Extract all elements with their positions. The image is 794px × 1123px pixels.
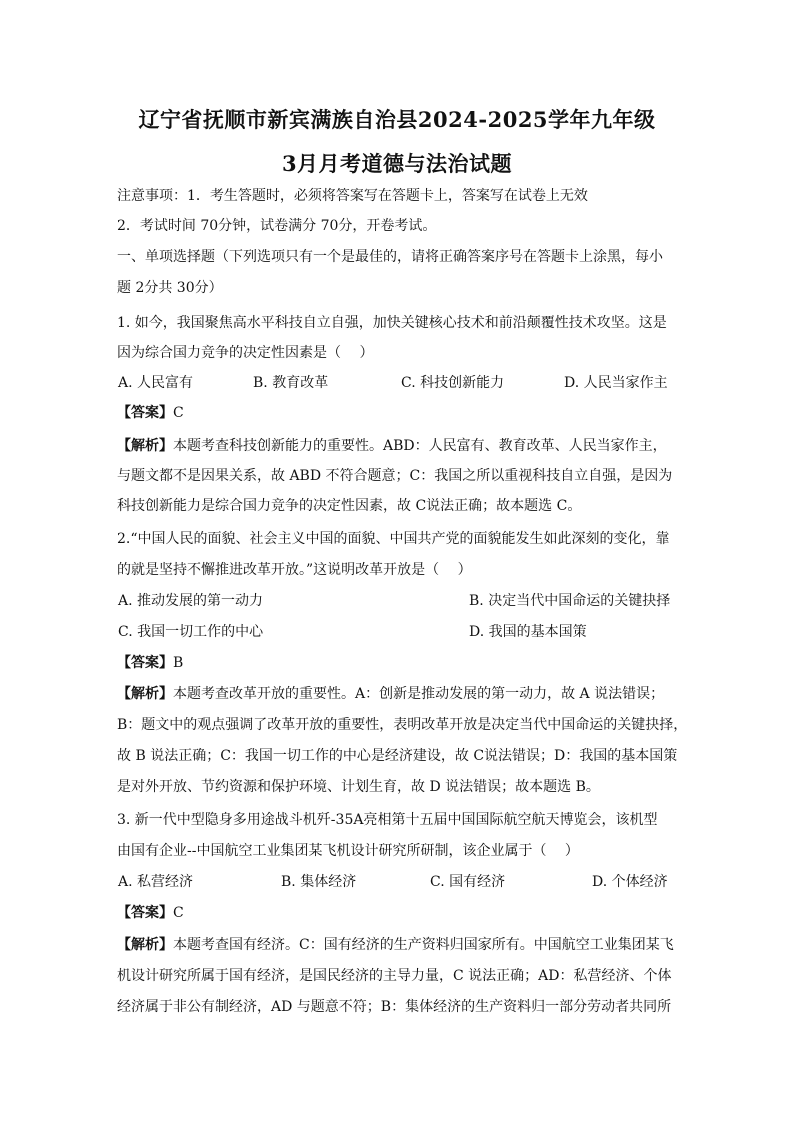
q1-option-a: A. 人民富有	[118, 375, 194, 391]
q3-answer-value: C	[173, 905, 184, 921]
q3-stem-line-2: 由国有企业--中国航空工业集团某飞机设计研究所研制，该企业属于（ ）	[117, 843, 579, 859]
notes-line-2: 2．考试时间 70分钟，试卷满分 70分，开卷考试。	[117, 218, 437, 234]
q1-answer-label: 【答案】	[117, 405, 173, 421]
q3-analysis-line-2: 机设计研究所属于国有经济，是国民经济的主导力量，C 说法正确；AD：私营经济、个体	[117, 968, 672, 984]
q2-stem-line-1: 2.“中国人民的面貌、社会主义中国的面貌、中国共产党的面貌能发生如此深刻的变化，靠	[117, 531, 670, 547]
q1-analysis-line-1	[117, 436, 667, 456]
q3-stem-line-1: 3. 新一代中型隐身多用途战斗机歼-35A亮相第十五届中国国际航空航天博览会，该机型	[117, 812, 658, 828]
q3-option-a: A. 私营经济	[118, 874, 194, 890]
q3-answer	[117, 903, 184, 923]
page-title-line1: 辽宁省抚顺市新宾满族自治县2024-2025学年九年级	[138, 107, 656, 132]
q3-analysis-text-1: 本题考查国有经济。C：国有经济的生产资料归国家所有。中国航空工业集团某飞	[173, 937, 674, 953]
q3-analysis-line-1	[117, 935, 674, 955]
q2-analysis-line-2: B：题文中的观点强调了改革开放的重要性，表明改革开放是决定当代中国命运的关键抉择，	[117, 717, 688, 733]
q2-answer-value: B	[173, 655, 184, 671]
q2-analysis-line-1	[117, 684, 664, 704]
q3-option-b: B. 集体经济	[281, 874, 357, 890]
q1-option-b: B. 教育改革	[253, 375, 329, 391]
q1-option-d: D. 人民当家作主	[564, 375, 668, 391]
q2-analysis-line-3: 故 B 说法正确；C：我国一切工作的中心是经济建设，故 C说法错误；D：我国的基本国策	[117, 748, 678, 764]
q1-answer	[117, 403, 184, 423]
q2-option-d: D. 我国的基本国策	[469, 624, 587, 640]
q1-analysis-text-1: 本题考查科技创新能力的重要性。ABD：人民富有、教育改革、人民当家作主，	[173, 438, 667, 454]
q2-analysis-text-1: 本题考查改革开放的重要性。A：创新是推动发展的第一动力，故 A 说法错误；	[173, 686, 665, 702]
q1-stem-line-2: 因为综合国力竞争的决定性因素是（ ）	[117, 345, 374, 361]
q1-answer-value: C	[173, 405, 184, 421]
q1-analysis-line-3: 科技创新能力是综合国力竞争的决定性因素，故 C说法正确；故本题选 C。	[117, 498, 582, 514]
q3-option-d: D. 个体经济	[592, 874, 668, 890]
q2-answer-label: 【答案】	[117, 655, 173, 671]
notes-line-1: 注意事项：1．考生答题时，必须将答案写在答题卡上，答案写在试卷上无效	[117, 188, 588, 204]
q3-option-c: C. 国有经济	[430, 874, 506, 890]
page-title-line2: 3月月考道德与法治试题	[281, 151, 513, 176]
q1-option-c: C. 科技创新能力	[401, 375, 505, 391]
q3-analysis-label: 【解析】	[117, 937, 173, 953]
q2-stem-line-2: 的就是坚持不懈推进改革开放。”这说明改革开放是（ ）	[117, 562, 472, 578]
section-heading-line-2: 题 2分共 30分）	[117, 280, 223, 296]
q2-option-b: B. 决定当代中国命运的关键抉择	[469, 593, 671, 609]
q3-analysis-line-3: 经济属于非公有制经济，AD 与题意不符；B：集体经济的生产资料归一部分劳动者共同所	[117, 999, 672, 1015]
q2-analysis-label: 【解析】	[117, 686, 173, 702]
section-heading-line-1: 一、单项选择题（下列选项只有一个是最佳的，请将正确答案序号在答题卡上涂黑，每小	[117, 249, 663, 265]
q2-option-c: C. 我国一切工作的中心	[118, 624, 264, 640]
q3-answer-label: 【答案】	[117, 905, 173, 921]
q1-analysis-line-2: 与题文都不是因果关系，故 ABD 不符合题意；C：我国之所以重视科技自立自强，是因为	[117, 468, 673, 484]
q2-analysis-line-4: 是对外开放、节约资源和保护环境、计划生育，故 D 说法错误；故本题选 B。	[117, 779, 600, 795]
q1-stem-line-1: 1. 如今，我国聚焦高水平科技自立自强，加快关键核心技术和前沿颠覆性技术攻坚。这是	[117, 315, 667, 331]
q2-option-a: A. 推动发展的第一动力	[118, 593, 264, 609]
q2-answer	[117, 653, 183, 673]
q1-analysis-label: 【解析】	[117, 438, 173, 454]
